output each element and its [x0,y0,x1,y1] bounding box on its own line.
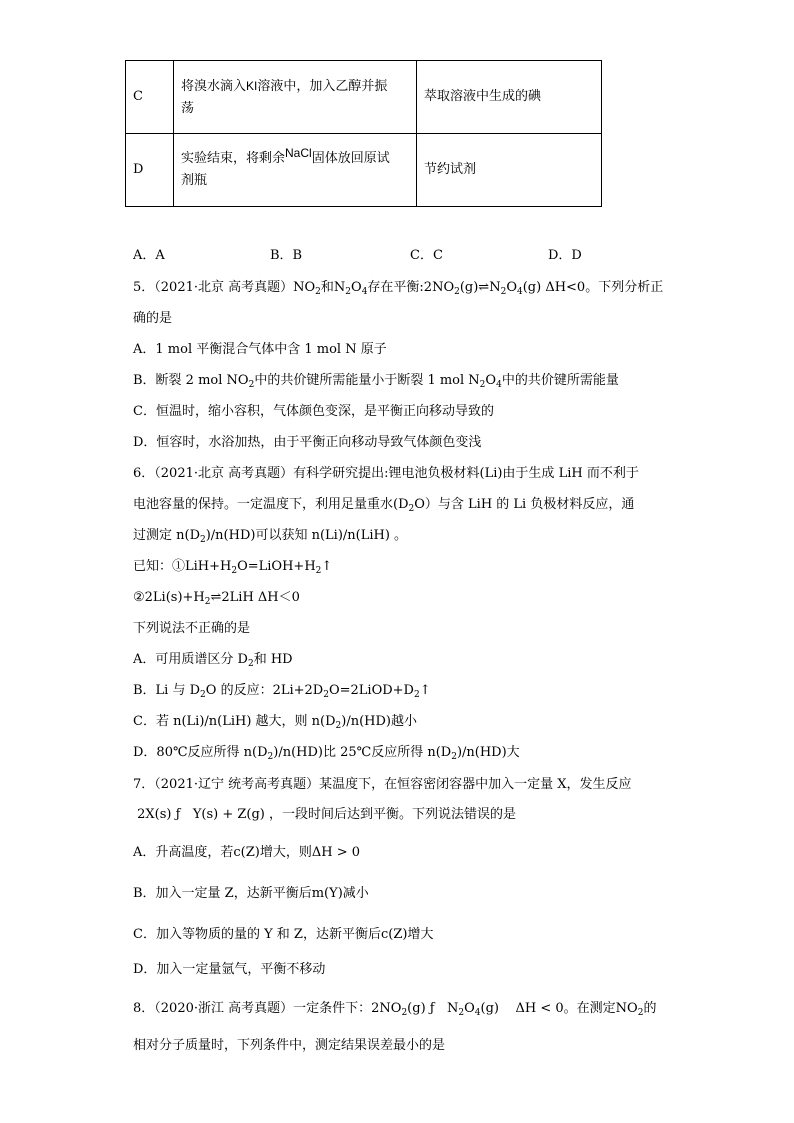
question-5-stem-cont: 确的是 [133,311,173,326]
question-7-stem-cont: 2X(s) ƒ Y(s) + Z(g) ，一段时间后达到平衡。下列说法错误的是 [133,807,517,822]
options-table [125,60,602,207]
question-7-option-b: B．加入一定量 Z，达新平衡后m(Y)减小 [133,886,369,901]
question-7-stem: 7．（2021·辽宁 统考高考真题）某温度下，在恒容密闭容器中加入一定量 X，发生反应 [133,777,632,792]
table-row [126,61,602,134]
answer-choice-d: D．D [548,248,582,263]
question-5-option-c: C．恒温时，缩小容积，气体颜色变深，是平衡正向移动导致的 [133,404,494,419]
reagent: KI [246,78,258,93]
question-6-option-a: A．可用质谱区分 $D_2$和 HD [133,652,293,669]
question-5-stem: 5．（2021·北京 高考真题）$NO_2$和$N_2O_4$存在平衡$:2NO_2(g)\rightleftharpoons N_2O_4(g)$ ΔH<0。下列分析正 [133,280,664,297]
question-8-stem-cont: 相对分子质量时，下列条件中，测定结果误差最小的是 [133,1038,446,1053]
row-operation: 实验结束，将剩余$^{NaCl}$固体放回原试 剂瓶 [174,134,417,207]
question-7-option-a: A．升高温度，若c(Z)增大，则ΔH > 0 [133,845,361,860]
row-operation: 将溴水滴入KI溶液中，加入乙醇并振 荡 [174,61,417,134]
answer-choice-a: A．A [133,248,165,263]
row-label: C [126,61,174,134]
question-6-option-b: B．Li 与 $D_2O$ 的反应：$2Li+2D_2O=2LiOD+D_2↑$ [133,683,431,700]
question-7-option-d: D．加入一定量氩气，平衡不移动 [133,962,326,977]
question-6-option-c: C．若 n(Li)/n(LiH) 越大，则 $n(D_2)/n(HD)$越小 [133,714,418,731]
question-6-ask: 下列说法不正确的是 [133,621,251,636]
question-6-known-2: $②2Li(s)+H_2\rightleftharpoons 2LiH$ ΔH＜0 [133,590,300,607]
table-row [126,134,602,207]
question-5-option-d: D．恒容时，水浴加热，由于平衡正向移动导致气体颜色变浅 [133,435,482,450]
question-7-option-c: C．加入等物质的量的 Y 和 Z，达新平衡后c(Z)增大 [133,927,434,942]
row-purpose: 节约试剂 [417,134,602,207]
question-6-stem: 6．（2021·北京 高考真题）有科学研究提出:锂电池负极材料(Li)由于生成 LiH 而不利于 [133,466,639,481]
question-6-option-d: D．80℃反应所得 $n(D_2)/n(HD)$比 25℃反应所得 $n(D_2)/n(HD)$大 [133,745,520,762]
answer-choice-c: C．C [410,248,443,263]
question-6-stem-cont2: 过测定 $n(D_2)/n(HD)$可以获知 n(Li)/n(LiH) 。 [133,528,408,545]
question-8-stem: 8．（2020·浙江 高考真题）一定条件下：$2NO_2(g)$ ƒ $N_2O_4(g)$ ΔH < 0。在测定$NO_2$的 [133,1001,657,1018]
answer-choice-b: B．B [270,248,303,263]
question-5-option-a: A．1 mol 平衡混合气体中含 1 mol N 原子 [133,342,387,357]
question-6-known-1: 已知：$①LiH+H_2O=LiOH+H_2↑$ [133,559,333,576]
row-purpose: 萃取溶液中生成的碘 [417,61,602,134]
reagent: NaCl [285,146,312,160]
reaction-equation: 2X(s) ƒ Y(s) + Z(g) [133,807,269,822]
row-label: D [126,134,174,207]
question-6-stem-cont: 电池容量的保持。一定温度下，利用足量重水$(D_2O)$与含 LiH 的 Li 负极材料反应，通 [133,497,635,514]
question-5-option-b: B．断裂 2 mol $NO_2$中的共价键所需能量小于断裂 1 mol $N_2O_4$中的共价键所需能量 [133,373,619,390]
